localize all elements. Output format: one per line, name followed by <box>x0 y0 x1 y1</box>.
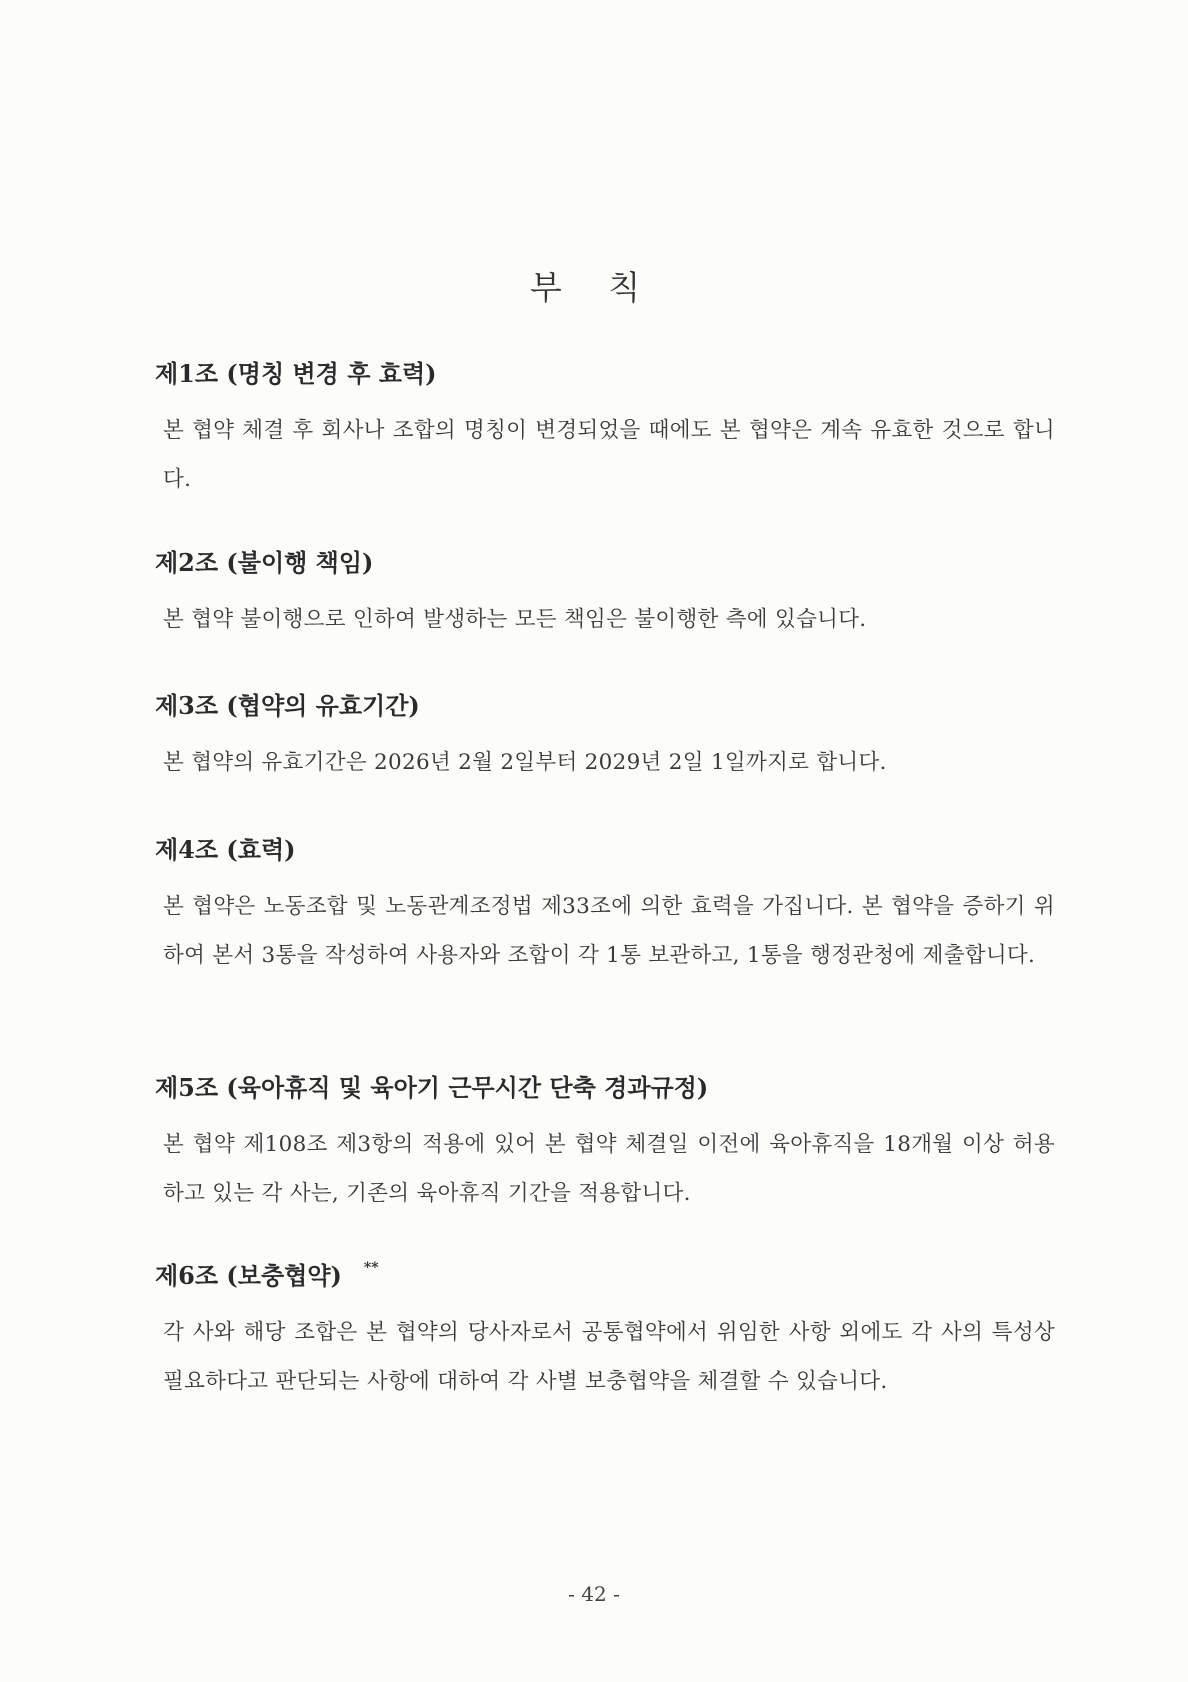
article-6 <box>155 1256 1055 1406</box>
article-heading <box>155 1256 1055 1296</box>
article-2 <box>155 543 1055 644</box>
heading-note: ** <box>363 1260 379 1276</box>
article-heading: 제3조 (협약의 유효기간) <box>155 691 420 720</box>
article-body: 본 협약의 유효기간은 2026년 2월 2일부터 2029년 2일 1일까지로 합니다. <box>163 750 887 775</box>
article-body: 본 협약은 노동조합 및 노동관계조정법 제33조에 의한 효력을 가집니다. 본 협약을 증하기 위하여 본서 3통을 작성하여 사용자와 조합이 각 1통 보관하고, 1통을 행정관청에 제출합니다. <box>163 894 1055 968</box>
article-body: 각 사와 해당 조합은 본 협약의 당사자로서 공통협약에서 위임한 사항 외에도 각 사의 특성상 필요하다고 판단되는 사항에 대하여 각 사별 보충협약을 체결할 수 있습니다. <box>163 1320 1055 1394</box>
article-body: 본 협약 불이행으로 인하여 발생하는 모든 책임은 불이행한 측에 있습니다. <box>163 607 867 632</box>
article-4 <box>155 830 1055 980</box>
page-title: 부 칙 <box>529 268 659 307</box>
article-3 <box>155 686 1055 787</box>
article-heading: 제5조 (육아휴직 및 육아기 근무시간 단축 경과규정) <box>155 1073 709 1102</box>
article-1 <box>155 354 1055 504</box>
article-body: 본 협약 제108조 제3항의 적용에 있어 본 협약 체결일 이전에 육아휴직을 18개월 이상 허용하고 있는 각 사는, 기존의 육아휴직 기간을 적용합니다. <box>163 1132 1055 1206</box>
article-heading: 제2조 (불이행 책임) <box>155 548 374 577</box>
page-number: - 42 - <box>568 1582 620 1606</box>
article-body: 본 협약 체결 후 회사나 조합의 명칭이 변경되었을 때에도 본 협약은 계속 유효한 것으로 합니다. <box>163 418 1055 492</box>
article-heading: 제1조 (명칭 변경 후 효력) <box>155 359 437 388</box>
article-heading: 제4조 (효력) <box>155 835 296 864</box>
article-5 <box>155 1068 1055 1218</box>
article-heading-text: 제6조 (보충협약) <box>155 1261 342 1290</box>
